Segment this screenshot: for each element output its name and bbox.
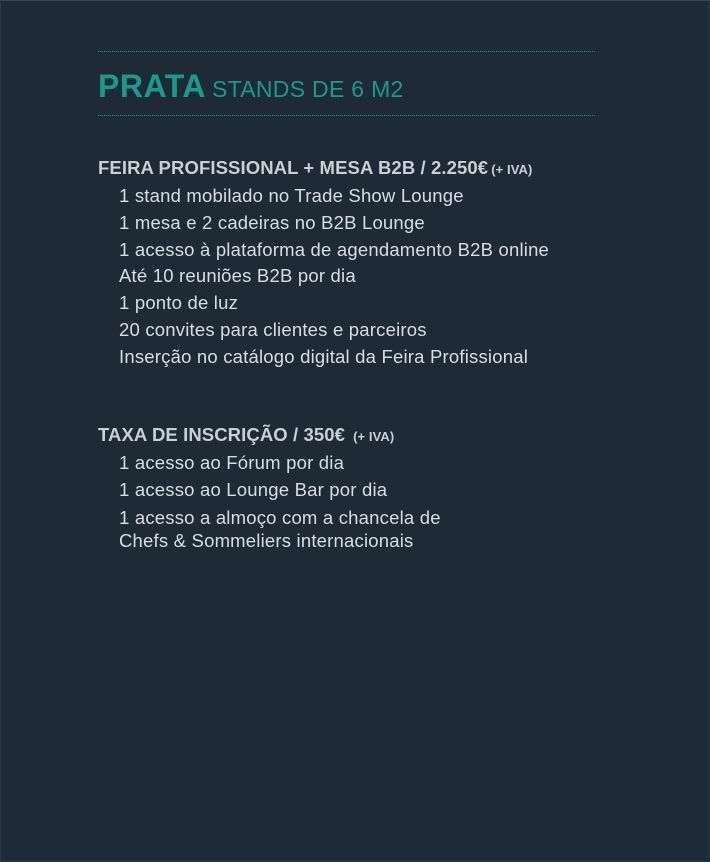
list-item: 1 ponto de luz [119, 292, 239, 314]
section-title-note: (+ IVA) [491, 162, 533, 177]
divider-top [98, 51, 595, 52]
page-heading [98, 68, 404, 111]
section-feira-profissional [98, 155, 658, 371]
section-title-note: (+ IVA) [353, 429, 395, 444]
list-item: 1 acesso à plataforma de agendamento B2B online [119, 238, 550, 260]
divider-bottom [98, 115, 595, 116]
list-item: 1 mesa e 2 cadeiras no B2B Lounge [119, 211, 425, 233]
section-taxa-inscricao [98, 422, 658, 552]
list-item: Até 10 reuniões B2B por dia [119, 265, 356, 287]
list-item: 1 acesso ao Fórum por dia [119, 452, 345, 473]
section-title [98, 422, 658, 450]
section-item-list [98, 183, 658, 371]
list-item [119, 504, 658, 552]
section-title-text: TAXA DE INSCRIÇÃO / 350€ [98, 424, 346, 445]
list-item-line: Chefs & Sommeliers internacionais [119, 529, 414, 551]
section-title [98, 155, 658, 183]
list-item-line: 1 acesso a almoço com a chancela de [119, 506, 441, 528]
list-item: Inserção no catálogo digital da Feira Profissional [119, 345, 529, 367]
section-item-list [98, 450, 658, 552]
list-item: 1 stand mobilado no Trade Show Lounge [119, 185, 464, 206]
heading-tier: PRATA [98, 68, 206, 104]
section-title-text: FEIRA PROFISSIONAL + MESA B2B / 2.250€ [98, 157, 489, 178]
list-item: 20 convites para clientes e parceiros [119, 318, 427, 340]
heading-subtitle: STANDS DE 6 M2 [211, 76, 404, 102]
list-item: 1 acesso ao Lounge Bar por dia [119, 478, 388, 500]
